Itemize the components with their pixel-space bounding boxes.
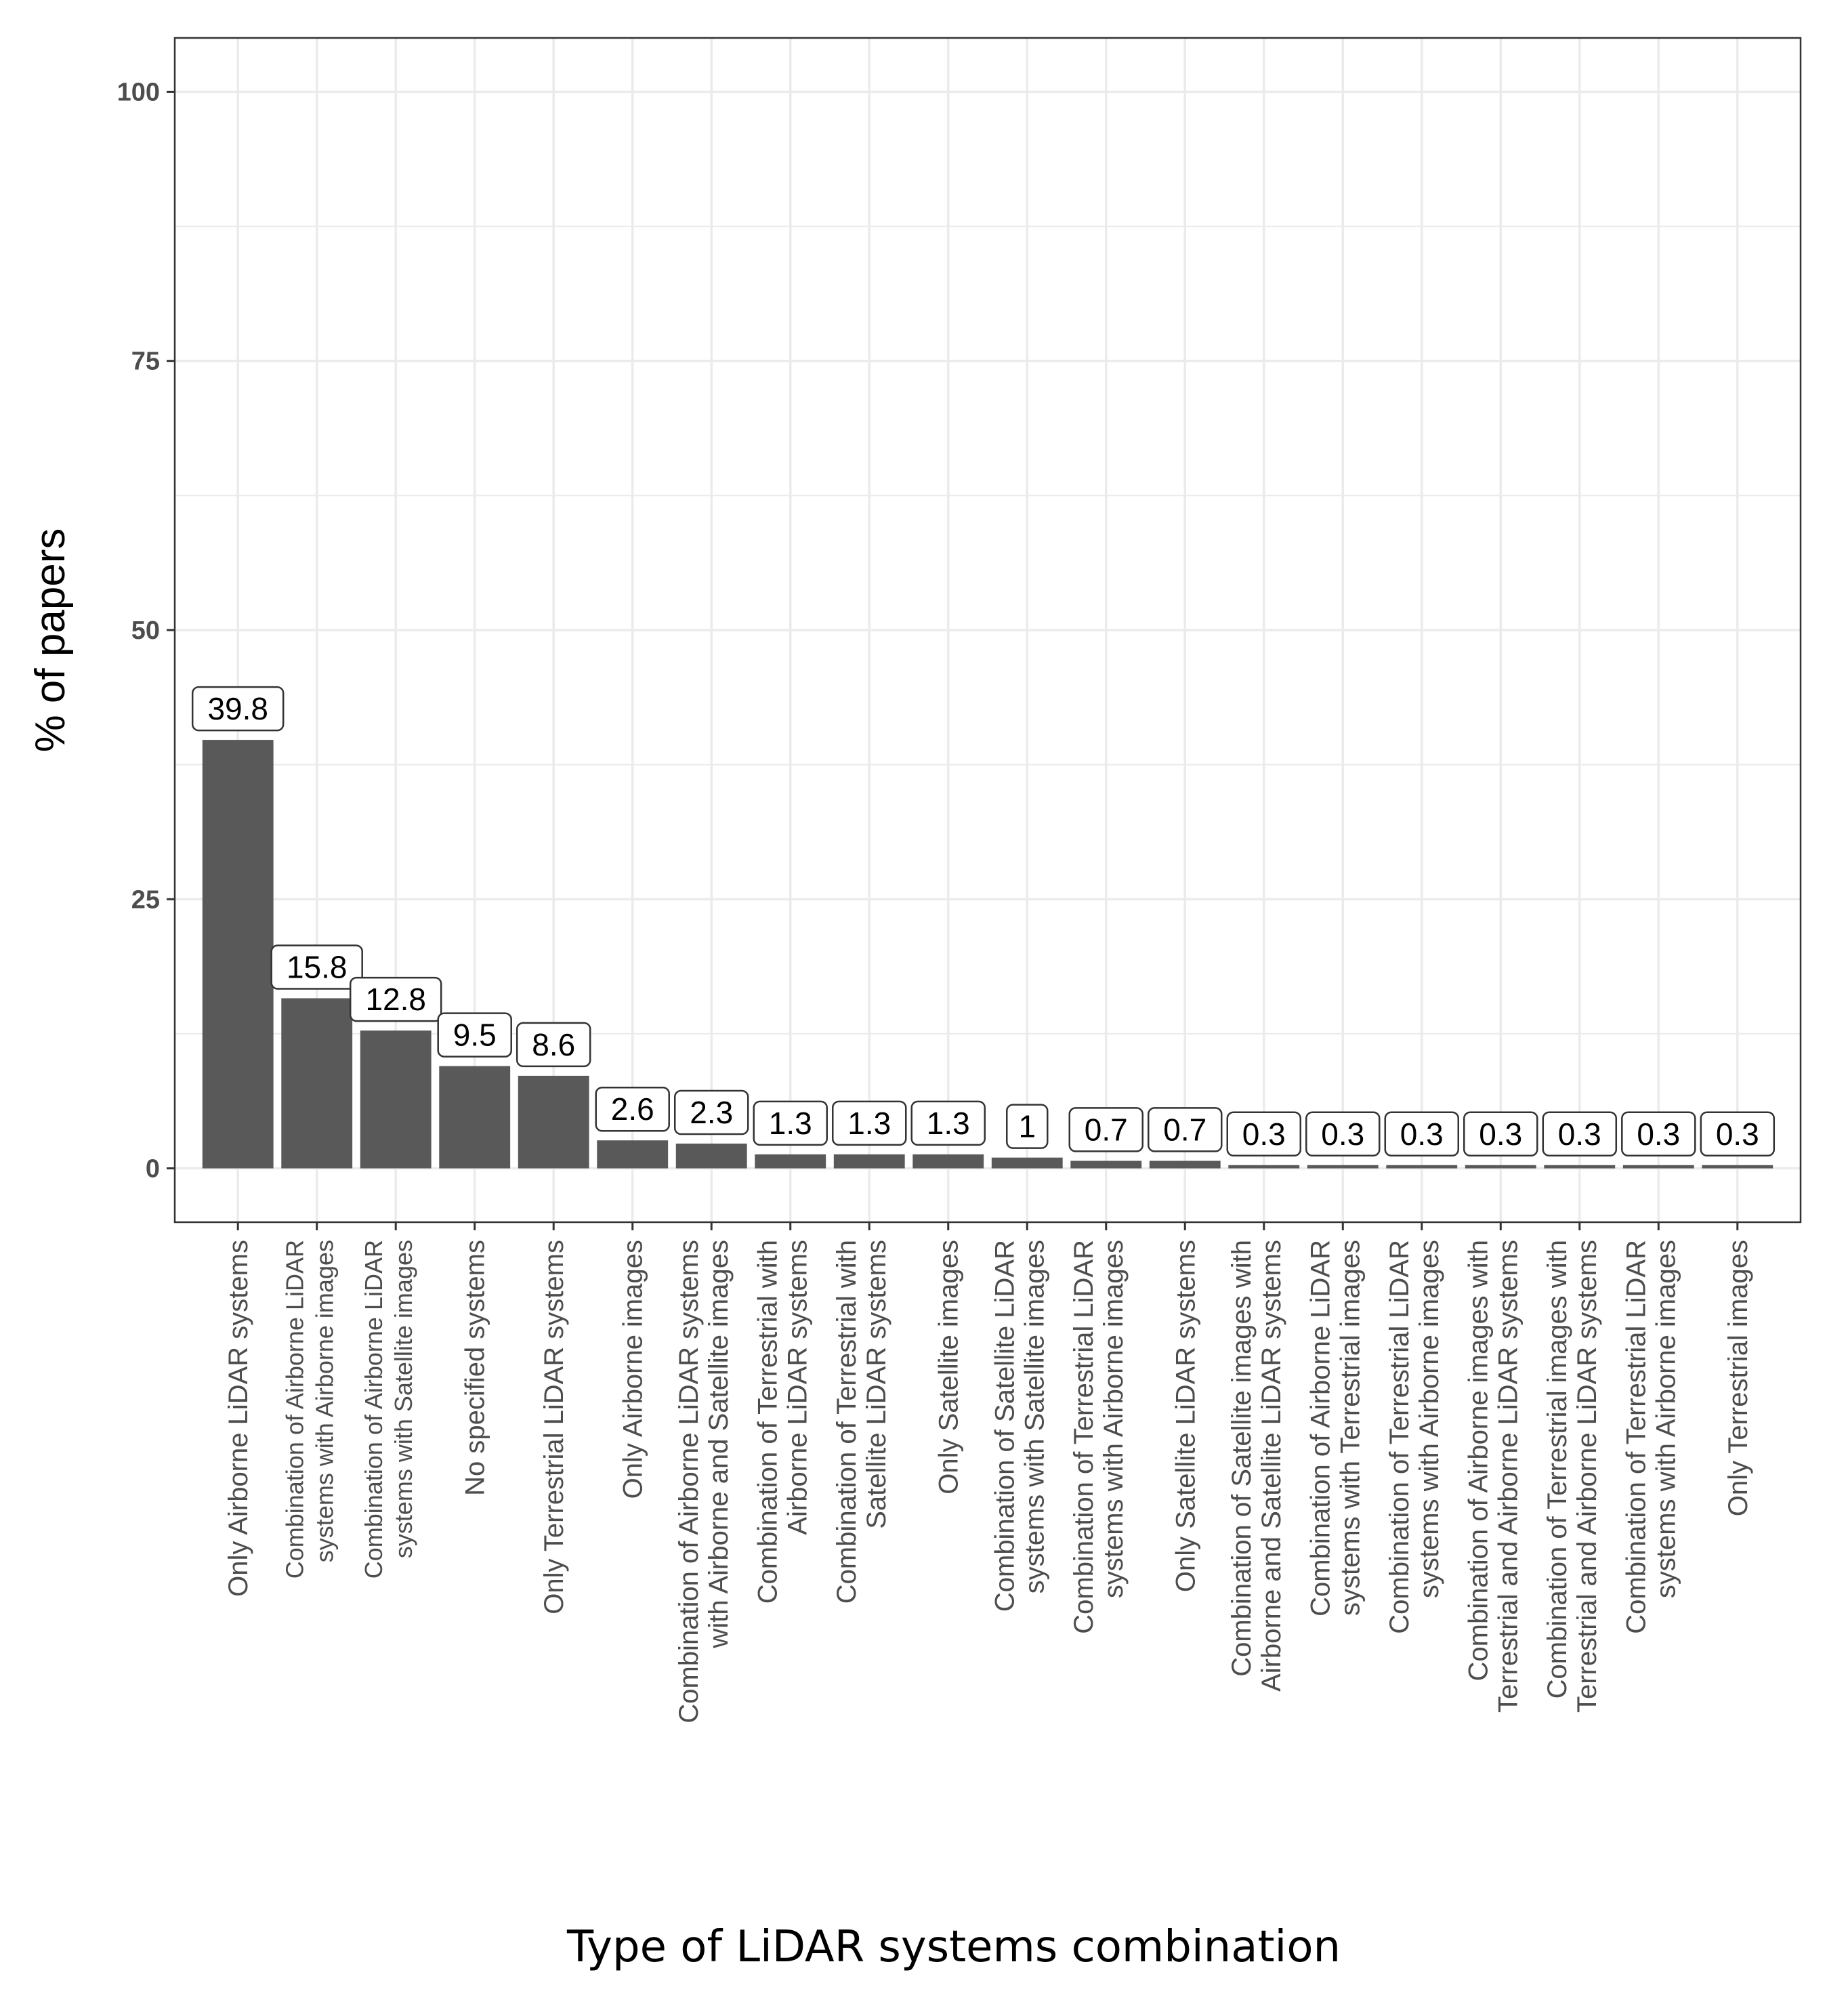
data-label-text: 39.8: [207, 691, 268, 727]
data-label: [754, 1102, 827, 1145]
data-label-text: 8.6: [532, 1026, 576, 1062]
x-tick-label-line: systems with Airborne images: [1098, 1240, 1129, 1599]
data-label: [1385, 1112, 1458, 1156]
data-label: [1148, 1108, 1221, 1151]
bar: [1702, 1165, 1773, 1169]
x-tick-label-line: Combination of Terrestrial LiDAR: [1621, 1240, 1652, 1634]
x-tick-label-line: Only Satellite LiDAR systems: [1171, 1240, 1201, 1593]
data-label-text: 0.3: [1400, 1116, 1444, 1152]
bar: [676, 1144, 747, 1169]
data-label-text: 2.3: [690, 1094, 734, 1130]
data-label-text: 0.7: [1163, 1112, 1207, 1148]
data-label-text: 9.5: [453, 1017, 497, 1053]
x-tick-label-line: systems with Satellite images: [1020, 1240, 1050, 1594]
data-label-text: 0.3: [1557, 1116, 1601, 1152]
data-label: [1701, 1112, 1774, 1156]
x-tick-label-line: Combination of Terrestrial images with: [1542, 1240, 1572, 1699]
data-label-text: 1.3: [768, 1105, 812, 1141]
y-tick-label: 100: [117, 78, 160, 107]
x-tick-label-line: Terrestrial and Airborne LiDAR systems: [1493, 1240, 1524, 1713]
x-tick-label: [224, 1240, 253, 1597]
y-tick-label: 75: [131, 347, 160, 376]
data-label-text: 1.3: [847, 1105, 891, 1141]
x-axis-title: Type of LiDAR systems combination: [566, 1922, 1341, 1972]
x-tick-label: [1621, 1240, 1681, 1634]
x-tick-label-line: systems with Airborne images: [310, 1240, 339, 1563]
x-tick-label-line: Airborne and Satellite LiDAR systems: [1256, 1240, 1286, 1692]
x-tick-label: [1542, 1240, 1602, 1713]
bar: [1070, 1161, 1141, 1168]
bar: [755, 1154, 826, 1169]
x-tick-label-line: Only Terrestrial images: [1723, 1240, 1753, 1517]
data-label-text: 2.6: [610, 1091, 654, 1127]
x-tick-label-line: Combination of Terrestrial LiDAR: [1068, 1240, 1099, 1634]
data-label: [1070, 1108, 1143, 1151]
data-label: [1622, 1112, 1695, 1156]
y-tick-label: 25: [131, 885, 160, 915]
data-label-text: 0.3: [1321, 1116, 1365, 1152]
y-tick-label: 0: [145, 1154, 160, 1184]
x-tick-label-line: systems with Satellite images: [390, 1240, 418, 1559]
x-tick-label-line: Combination of Airborne LiDAR systems: [674, 1240, 705, 1724]
x-tick-label-line: Satellite LiDAR systems: [862, 1240, 892, 1529]
bar: [597, 1140, 668, 1168]
data-label-text: 0.3: [1242, 1116, 1286, 1152]
data-label-text: 1.3: [926, 1105, 970, 1141]
data-label: [517, 1023, 590, 1066]
data-label: [272, 945, 362, 988]
x-tick-label-line: Airborne LiDAR systems: [782, 1240, 813, 1535]
bar: [203, 740, 274, 1168]
x-tick-label: [461, 1240, 490, 1496]
bar: [1228, 1165, 1299, 1169]
bar: [1386, 1165, 1457, 1169]
x-tick-label: [1227, 1240, 1286, 1692]
x-tick-label-line: Combination of Satellite images with: [1226, 1240, 1257, 1677]
x-tick-label-line: Combination of Terrestrial LiDAR: [1384, 1240, 1414, 1634]
bar: [834, 1154, 905, 1169]
x-tick-label-line: Combination of Airborne LiDAR: [1305, 1240, 1336, 1616]
x-tick-label: [1463, 1240, 1523, 1713]
data-label: [833, 1102, 906, 1145]
x-tick-label-line: Only Airborne images: [618, 1240, 648, 1499]
data-label-text: 12.8: [365, 982, 426, 1018]
bar: [1150, 1161, 1221, 1168]
x-tick-label-line: Only Terrestrial LiDAR systems: [539, 1240, 570, 1614]
data-label-text: 0.3: [1479, 1116, 1523, 1152]
x-tick-label: [618, 1240, 648, 1499]
data-label: [912, 1102, 985, 1145]
x-tick-label: [1723, 1240, 1753, 1516]
x-tick-label-line: Terrestrial and Airborne LiDAR systems: [1572, 1240, 1602, 1713]
bar: [992, 1158, 1063, 1169]
x-tick-label: [539, 1240, 569, 1614]
x-tick-label-line: Combination of Terrestrial with: [832, 1240, 862, 1604]
data-label: [350, 978, 441, 1021]
bar: [1465, 1165, 1536, 1169]
bar: [518, 1076, 589, 1169]
x-tick-label-line: Combination of Terrestrial with: [753, 1240, 783, 1604]
data-label-text: 15.8: [286, 949, 348, 985]
x-tick-label-line: Combination of Airborne images with: [1463, 1240, 1494, 1682]
data-label: [675, 1091, 748, 1134]
x-tick-label-line: Combination of Satellite LiDAR: [990, 1240, 1020, 1612]
x-tick-label: [1069, 1240, 1129, 1634]
data-label-text: 1: [1018, 1108, 1036, 1144]
bar: [912, 1154, 984, 1169]
bar: [1544, 1165, 1615, 1169]
bar: [281, 998, 352, 1168]
x-tick-label-line: systems with Airborne images: [1651, 1240, 1681, 1599]
x-tick-label-line: Only Airborne LiDAR systems: [224, 1240, 254, 1597]
bar: [360, 1030, 432, 1168]
y-axis-title: % of papers: [27, 528, 74, 753]
x-tick-label: [1171, 1240, 1200, 1592]
data-label: [1007, 1105, 1047, 1148]
x-tick-label-line: Only Satellite images: [933, 1240, 964, 1495]
data-label: [192, 687, 283, 730]
x-tick-label-line: Combination of Airborne LiDAR: [280, 1240, 309, 1579]
data-label: [1464, 1112, 1537, 1156]
x-tick-label: [1385, 1240, 1444, 1634]
bar: [439, 1066, 510, 1169]
x-tick-label: [1305, 1240, 1365, 1616]
bar: [1623, 1165, 1694, 1169]
data-label-text: 0.7: [1084, 1112, 1128, 1148]
data-label-text: 0.3: [1715, 1116, 1759, 1152]
bar: [1307, 1165, 1379, 1169]
data-label: [1306, 1112, 1379, 1156]
y-tick-label: 50: [131, 617, 160, 645]
data-label: [1227, 1112, 1301, 1156]
x-tick-label-line: No specified systems: [460, 1240, 490, 1496]
data-label-text: 0.3: [1637, 1116, 1681, 1152]
x-tick-label: [934, 1240, 964, 1495]
data-label: [596, 1087, 669, 1131]
data-label: [438, 1014, 511, 1057]
x-tick-label-line: systems with Airborne images: [1414, 1240, 1444, 1599]
x-tick-label-line: systems with Terrestrial images: [1335, 1240, 1366, 1616]
x-tick-label-line: Combination of Airborne LiDAR: [360, 1240, 388, 1579]
x-tick-label: [990, 1240, 1049, 1612]
data-label: [1543, 1112, 1616, 1156]
x-tick-label-line: with Airborne and Satellite images: [704, 1240, 734, 1648]
